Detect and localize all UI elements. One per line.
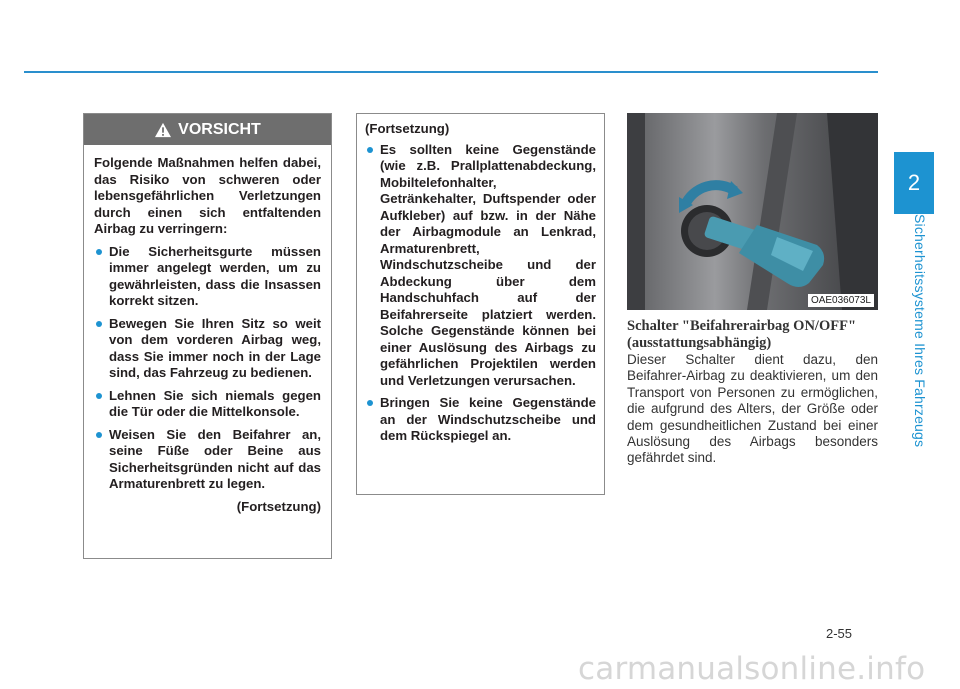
caution-box xyxy=(83,113,332,559)
list-item: Lehnen Sie sich niemals gegen die Tür oder die Mittelkonsole. xyxy=(94,388,321,421)
list-item: Bringen Sie keine Gegenstände an der Windschutzscheibe und dem Rückspiegel an. xyxy=(365,395,596,445)
watermark: carmanualsonline.info xyxy=(578,651,926,687)
caution-header xyxy=(84,114,331,145)
chapter-tab: 2 xyxy=(894,152,934,214)
list-item: Es sollten keine Gegenstände (wie z.B. Prallplattenabdeckung, Mobiltelefonhalter, Getränkehalter, Duftspender oder Aufkleber) auf bzw. in der Nähe der Airbagmodule an Lenkrad, Armaturenbrett, Windschutzscheibe und der Abdeckung über dem Handschuhfach auf der Beifahrerseite platziert werden. Solche Gegenstände können bei einer Auslösung des Airbags zu gefährlichen Projektilen werden und Verletzungen verursachen. xyxy=(365,142,596,390)
airbag-switch-photo xyxy=(627,113,878,310)
top-rule xyxy=(24,71,878,73)
caution-continued: (Fortsetzung) xyxy=(236,498,321,514)
list-item: Bewegen Sie Ihren Sitz so weit von dem vorderen Airbag weg, dass Sie immer noch in der Lage sind, das Fahrzeug zu bedienen. xyxy=(94,316,321,382)
section-text: Dieser Schalter dient dazu, den Beifahrer-Airbag zu deaktivieren, um den Transport von Personen zu ermöglichen, die aufgrund des Alters, der Größe oder dem gesundheitlichen Zustand bei einer Auslösung des Airbags besonders gefährdet sind. xyxy=(627,352,878,466)
caution-intro: Folgende Maßnahmen helfen dabei, das Risiko von schweren oder lebensgefährlichen Verletzungen durch einen sich entfaltenden Airbag zu verringern: xyxy=(94,155,321,236)
caution-list xyxy=(94,244,321,493)
list-item: Weisen Sie den Beifahrer an, seine Füße oder Beine aus Sicherheitsgründen nicht auf das Armaturenbrett zu legen. xyxy=(94,427,321,493)
caution-title: VORSICHT xyxy=(178,120,261,138)
continuation-heading: (Fortsetzung) xyxy=(365,121,450,136)
continuation-box xyxy=(356,113,605,495)
page-number: 2-55 xyxy=(826,626,853,641)
chapter-title: Sicherheitssysteme Ihres Fahrzeugs xyxy=(912,214,928,448)
figure-label: OAE036073L xyxy=(808,294,874,307)
section-title: Schalter "Beifahrerairbag ON/OFF" (ausstattungsabhängig) xyxy=(627,318,857,351)
airbag-switch-illustration xyxy=(627,113,878,310)
continuation-list xyxy=(365,142,596,445)
list-item: Die Sicherheitsgurte müssen immer angelegt werden, um zu gewährleisten, dass die Insassen korrekt sitzen. xyxy=(94,244,321,310)
warning-icon xyxy=(154,122,172,138)
